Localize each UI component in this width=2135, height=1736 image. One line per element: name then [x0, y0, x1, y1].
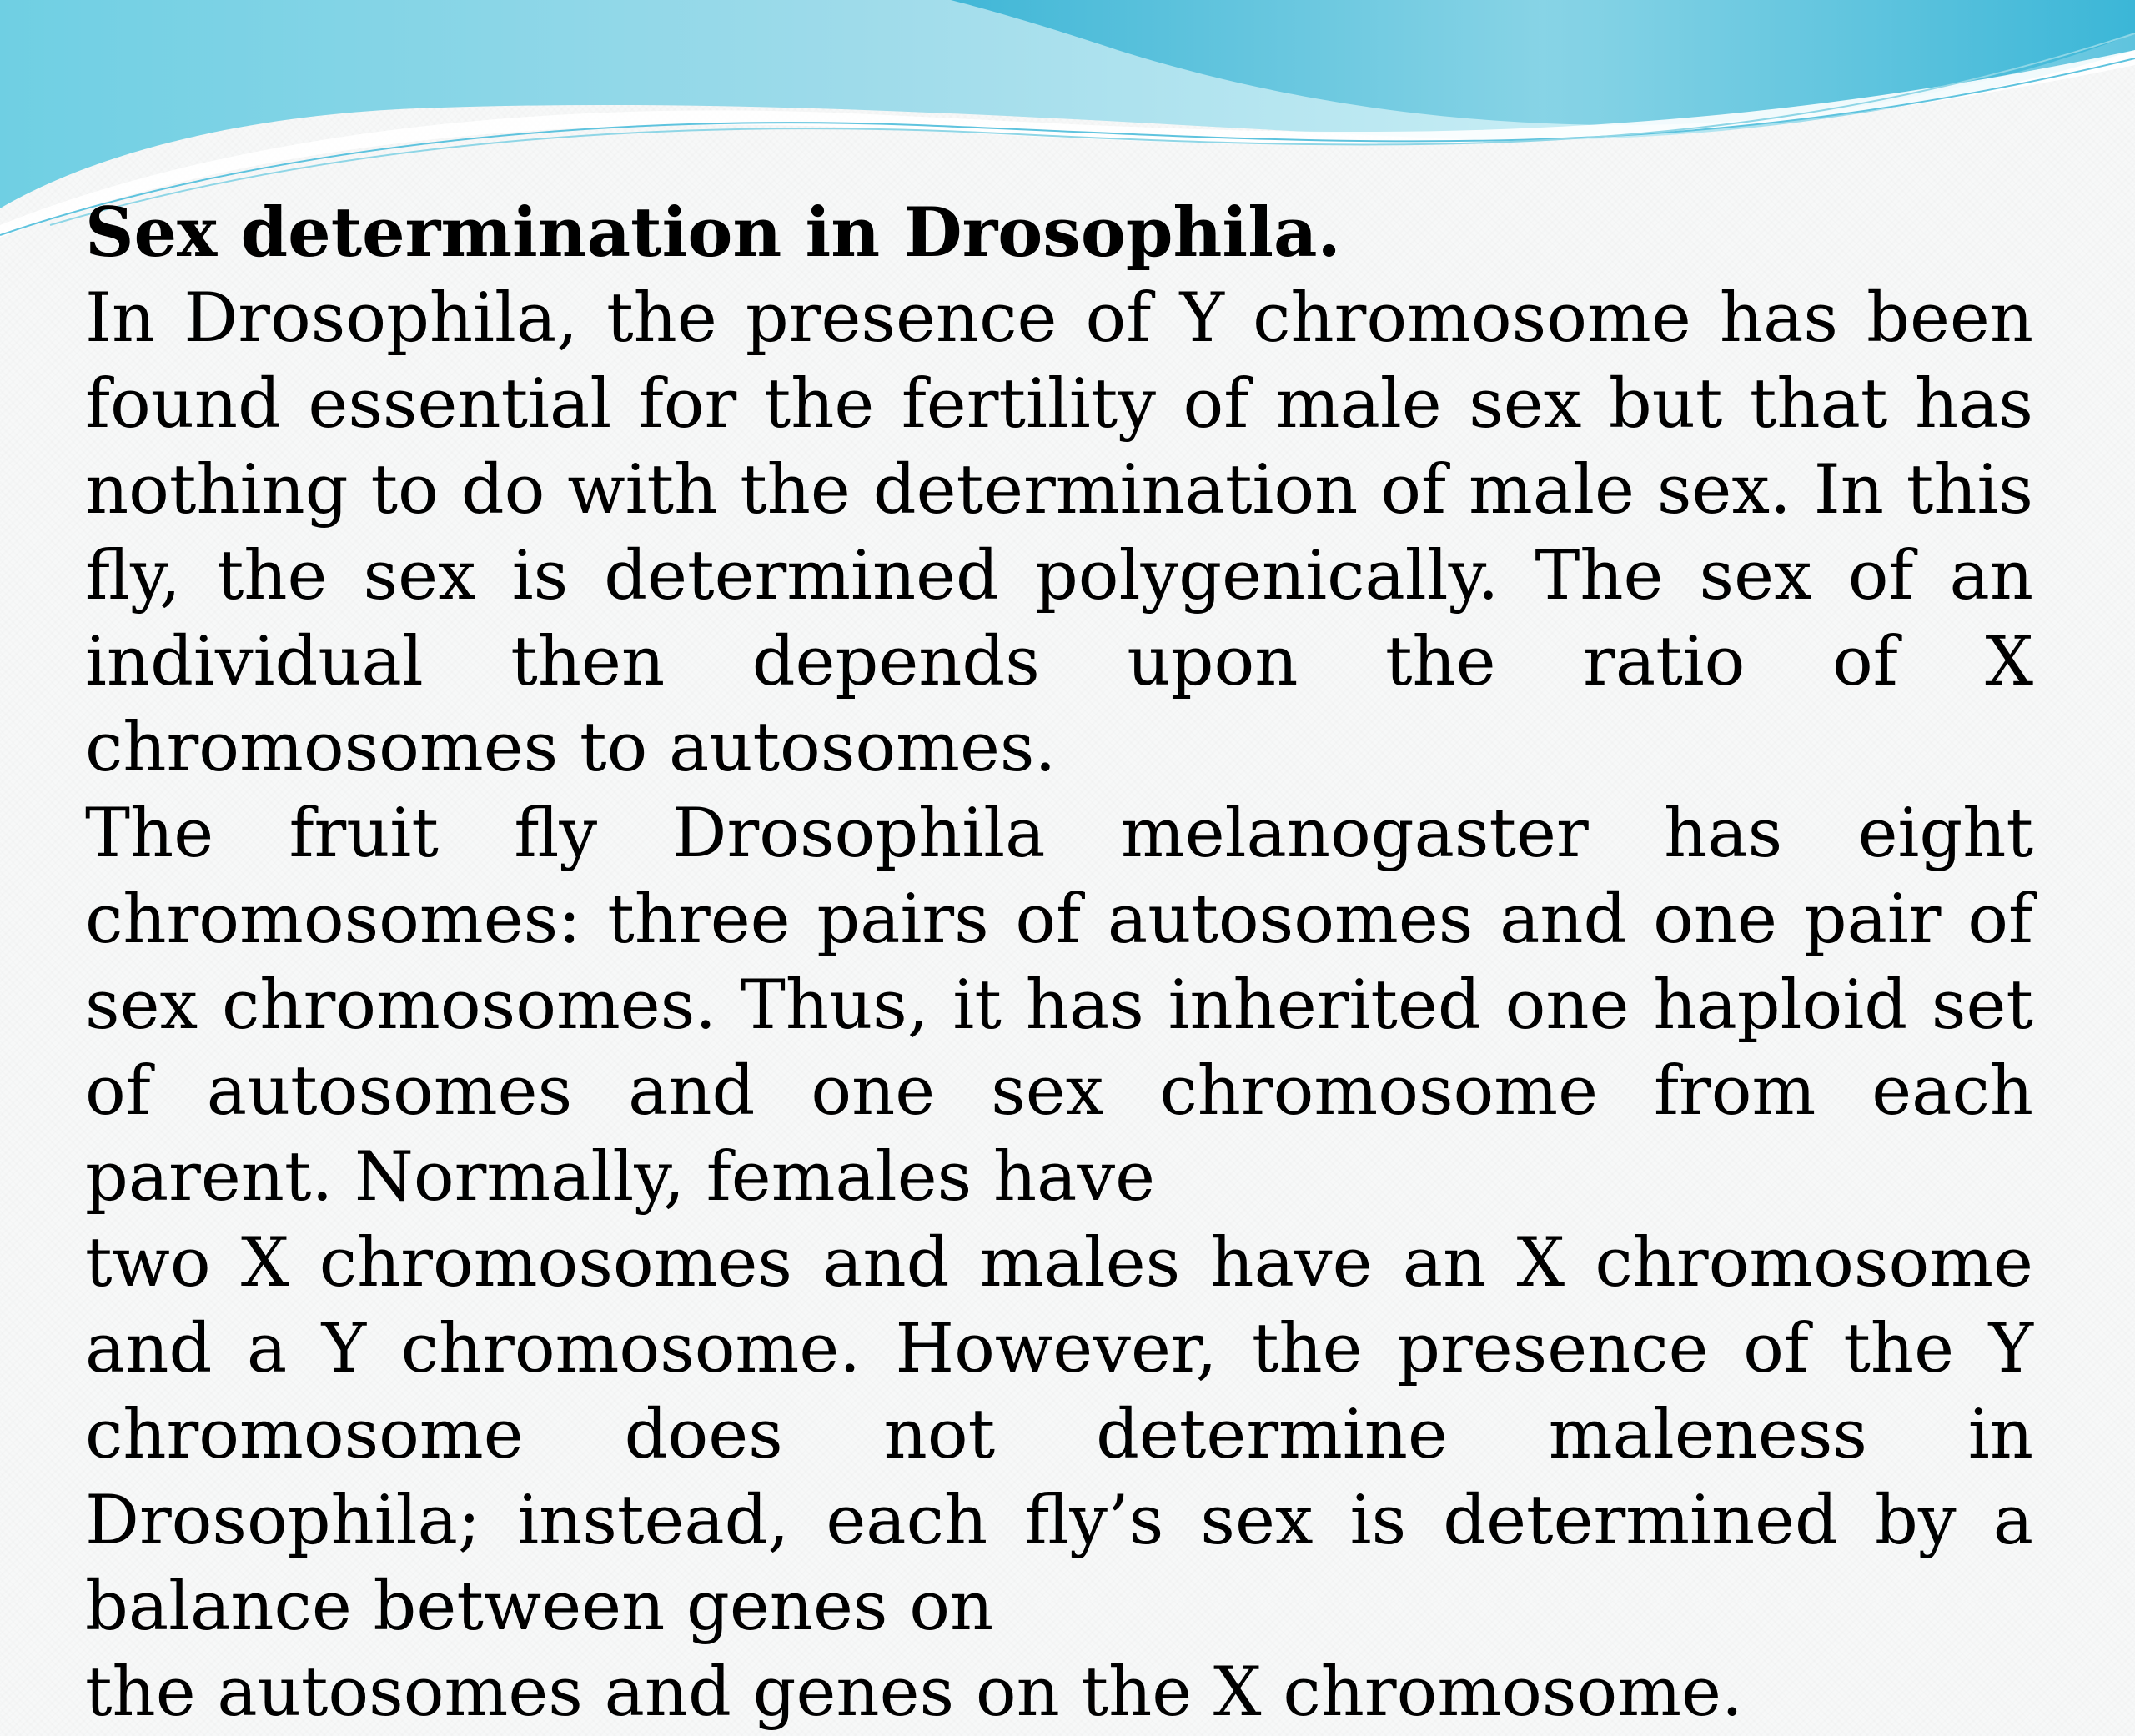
paragraph-autosomes-x: the autosomes and genes on the X chromosome. [85, 1653, 1743, 1732]
paragraph-sex-balance: two X chromosomes and males have an X chromosome and a Y chromosome. However, the presence of the Y chromosome does not determine maleness in Drosophila; instead, each fly’s sex is determined by a balance between genes on [85, 1224, 2033, 1646]
slide-body [85, 190, 2033, 1736]
paragraph-chromosome-count: The fruit fly Drosophila melanogaster has eight chromosomes: three pairs of autosomes and one pair of sex chromosomes. Thus, it has inherited one haploid set of autosomes and one sex chromosome from each parent. Normally, females have [85, 795, 2033, 1217]
paragraph-ychromosome-fertility: In Drosophila, the presence of Y chromosome has been found essential for the fertility of male sex but that has nothing to do with the determination of male sex. In this fly, the sex is determined polygenically. The sex of an individual then depends upon the ratio of X chromosomes to autosomes. [85, 279, 2033, 787]
slide-title: Sex determination in Drosophila. [85, 193, 1341, 273]
